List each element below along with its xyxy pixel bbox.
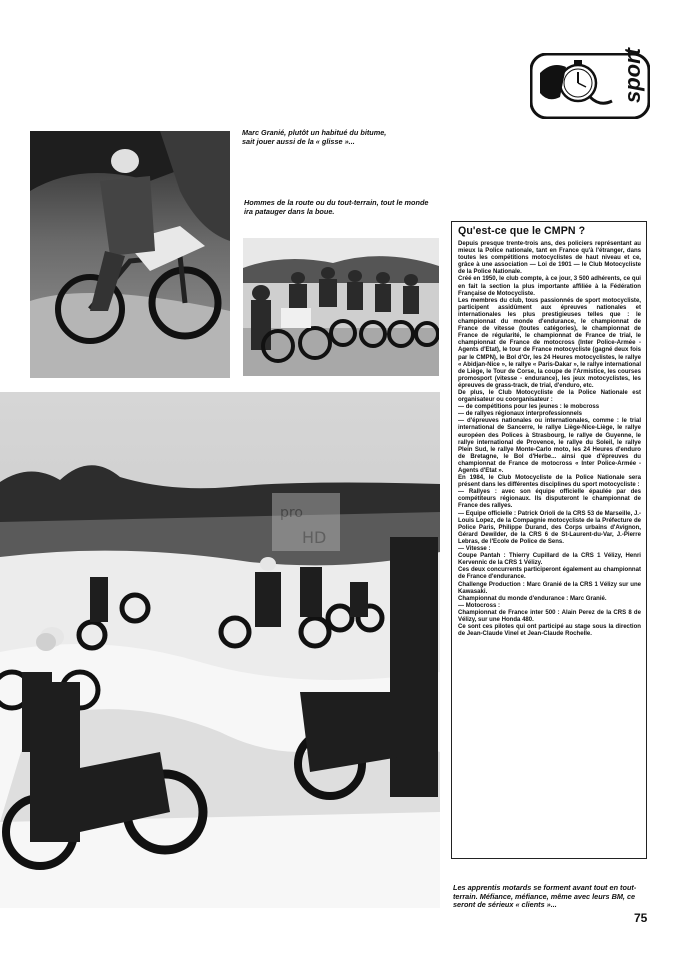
article-title: Qu'est-ce que le CMPN ? [458, 225, 586, 237]
article-paragraph: Championnat du monde d'endurance : Marc Granié. [458, 595, 607, 602]
article-paragraph: — Equipe officielle : Patrick Orioli de la CRS 53 de Marseille, J.-Louis Lopez, de la Compagnie motocycliste de la Préfecture de Police Paris, Philippe Durand, des Corps urbains d'Avignon, Gérard Dewilder, de la CRS 6 de St-Laurent-du-Var, J.-Pierre Lebras, de l'Ecole de Police de Sens. [458, 510, 641, 545]
photo-training-scene [0, 392, 440, 908]
article-box-cmpn [451, 221, 647, 859]
article-paragraph: Ces deux concurrents participeront également au championnat de France d'endurance. [458, 567, 641, 581]
sport-logo [530, 48, 650, 119]
photo-rider-granie [30, 131, 230, 378]
photo-2-caption: Hommes de la route ou du tout-terrain, tout le monde ira patauger dans la boue. [244, 198, 429, 216]
article-paragraph: De plus, le Club Motocycliste de la Police Nationale est organisateur ou coorganisateur : [458, 389, 641, 404]
article-paragraph: Championnat de France inter 500 : Alain Perez de la CRS 8 de Vélizy, sur une Honda 480. [458, 609, 641, 623]
article-paragraph: — Motocross : [458, 602, 500, 609]
photo-riders-group [243, 238, 439, 376]
article-paragraph: Les membres du club, tous passionnés de sport motocycliste, participent assidûment aux épreuves nationales et internationales les plus prestigieuses telles que : le championnat du monde d'endurance, le championnat de France de vitesse (toutes catégories), le championnat de France de régularité, le championnat de France de trial, le championnat de France de motocross (Inter Police-Armée - Agents d'Etat), le tour de France motocycliste (gagné deux fois par le CMPN), le Bol d'Or, les 24 Heures motocyclistes, le rallye « Abidjan-Nice », le rallye « Paris-Dakar », le rallye international de Liège, le Tour de Corse, la coupe de l'Armistice, les courses promosport (vitesse - endurance), les jeux motocyclistes, les épreuves de grass-track, de trial, d'enduro, etc. [458, 297, 641, 389]
article-paragraph: — Vitesse : [458, 546, 491, 553]
logo-text: sport [620, 48, 645, 103]
article-body [458, 241, 641, 638]
article-paragraph: — d'épreuves nationales ou internationales, comme : le trial international de Sancerre, le rallye Liège-Nice-Liège, le rallye européen des Polices à Strasbourg, le rallye de Guyenne, le rallye international de Provence, le rallye du Soleil, le rallye Plein Sud, le rallye Monte-Carlo moto, les 24 Heures d'enduro de Bretagne, le Bol d'Herbe... ainsi que d'épreuves du championnat de France de motocross « Inter Police-Armée - Agents d'Etat ». [458, 418, 641, 474]
svg-text:pro: pro [280, 505, 303, 521]
article-paragraph: Challenge Production : Marc Granié de la CRS 1 Vélizy sur une Kawasaki. [458, 581, 641, 595]
article-paragraph: Ce sont ces pilotes qui ont participé au stage sous la direction de Jean-Claude Vinel et Jean-Claude Rochelle. [458, 624, 641, 638]
article-paragraph: Créé en 1950, le club compte, à ce jour, 3 500 adhérents, ce qui en fait la section la plus importante affiliée à la Fédération Française de Motocycliste. [458, 276, 641, 297]
photo-1-caption: Marc Granié, plutôt un habitué du bitume, sait jouer aussi de la « glisse »... [242, 128, 387, 146]
photo-3-caption: Les apprentis motards se forment avant tout en tout-terrain. Méfiance, méfiance, même avec leurs BM, ce seront de sérieux « clients »... [453, 883, 637, 910]
article-paragraph: Coupe Pantah : Thierry Cupillard de la CRS 1 Vélizy, Henri Kervennic de la CRS 1 Vélizy. [458, 553, 641, 567]
article-paragraph: En 1984, le Club Motocycliste de la Police Nationale sera présent dans les différentes disciplines du sport motocycliste : [458, 475, 641, 489]
article-paragraph: — Rallyes : avec son équipe officielle épaulée par des compétiteurs régionaux. Ils disputeront le championnat de France des rallyes. [458, 489, 641, 510]
article-paragraph: Depuis presque trente-trois ans, des policiers représentant au mieux la Police nationale, tant en France qu'à l'étranger, dans toutes les compétitions motocyclistes de haut niveau et ce, grâce à une association — Loi de 1901 — le Club Motocycliste de la Police Nationale. [458, 241, 641, 276]
page-number: 75 [634, 911, 648, 925]
watermark [272, 493, 340, 551]
article-paragraph: — de compétitions pour les jeunes : le mobcross [458, 404, 600, 411]
article-paragraph: — de rallyes régionaux interprofessionnels [458, 411, 582, 418]
svg-text:HD: HD [302, 528, 327, 547]
